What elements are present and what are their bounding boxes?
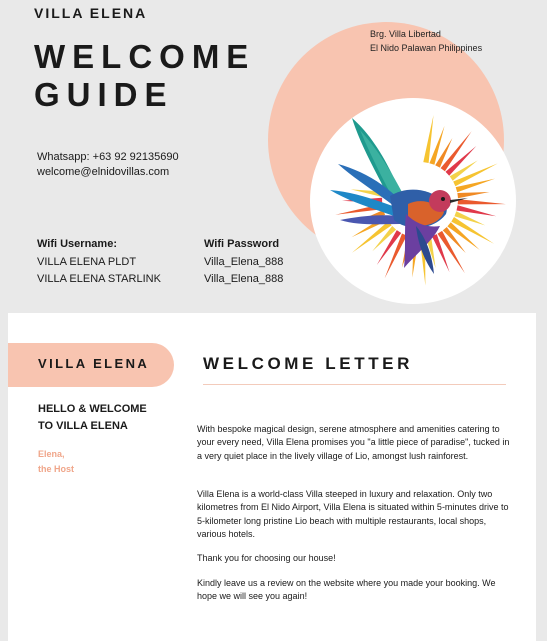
letter-divider — [203, 384, 506, 385]
wifi-username-1: VILLA ELENA PLDT — [37, 256, 137, 268]
greeting-line1: HELLO & WELCOME — [38, 403, 147, 415]
letter-paragraph: With bespoke magical design, serene atmosphere and amenities catering to your every need, Villa Elena promises you "a little piece of paradise", tucked in a very quiet place in the lively village of Lio, amongst lush rainforest. — [197, 424, 510, 461]
welcome-letter-card — [8, 313, 536, 641]
hummingbird-sun-logo-icon — [320, 108, 506, 294]
whatsapp-contact: Whatsapp: +63 92 92135690 — [37, 151, 179, 163]
signature-name: Elena, — [38, 449, 65, 459]
sidebar-brand-pill — [8, 343, 174, 387]
address-line2: El Nido Palawan Philippines — [370, 43, 483, 53]
signature-role: the Host — [38, 464, 74, 474]
guide-title-line2: GUIDE — [34, 76, 174, 113]
greeting-line2: TO VILLA ELENA — [38, 420, 128, 432]
letter-title: WELCOME LETTER — [203, 354, 413, 373]
email-contact: welcome@elnidovillas.com — [37, 166, 170, 178]
wifi-password-2: Villa_Elena_888 — [204, 273, 284, 285]
wifi-password-label: Wifi Password — [204, 238, 280, 250]
address-line1: Brg. Villa Libertad — [370, 29, 441, 39]
letter-paragraph: Villa Elena is a world-class Villa steeped in luxury and relaxation. Only two kilometres from El Nido Airport, Villa Elena is situated within 5-minutes drive to 5-kilometer long pristine Lio beach with multiple restaurants, local shops, various hotels. — [197, 489, 509, 539]
wifi-username-2: VILLA ELENA STARLINK — [37, 273, 161, 285]
wifi-password-1: Villa_Elena_888 — [204, 256, 284, 268]
brand-name: VILLA ELENA — [34, 5, 148, 21]
wifi-username-label: Wifi Username: — [37, 238, 117, 250]
guide-title-line1: WELCOME — [34, 38, 256, 75]
sidebar-brand: VILLA ELENA — [38, 356, 150, 371]
letter-paragraph: Thank you for choosing our house! — [197, 553, 336, 563]
letter-paragraph: Kindly leave us a review on the website where you made your booking. We hope we will see you again! — [197, 578, 496, 602]
